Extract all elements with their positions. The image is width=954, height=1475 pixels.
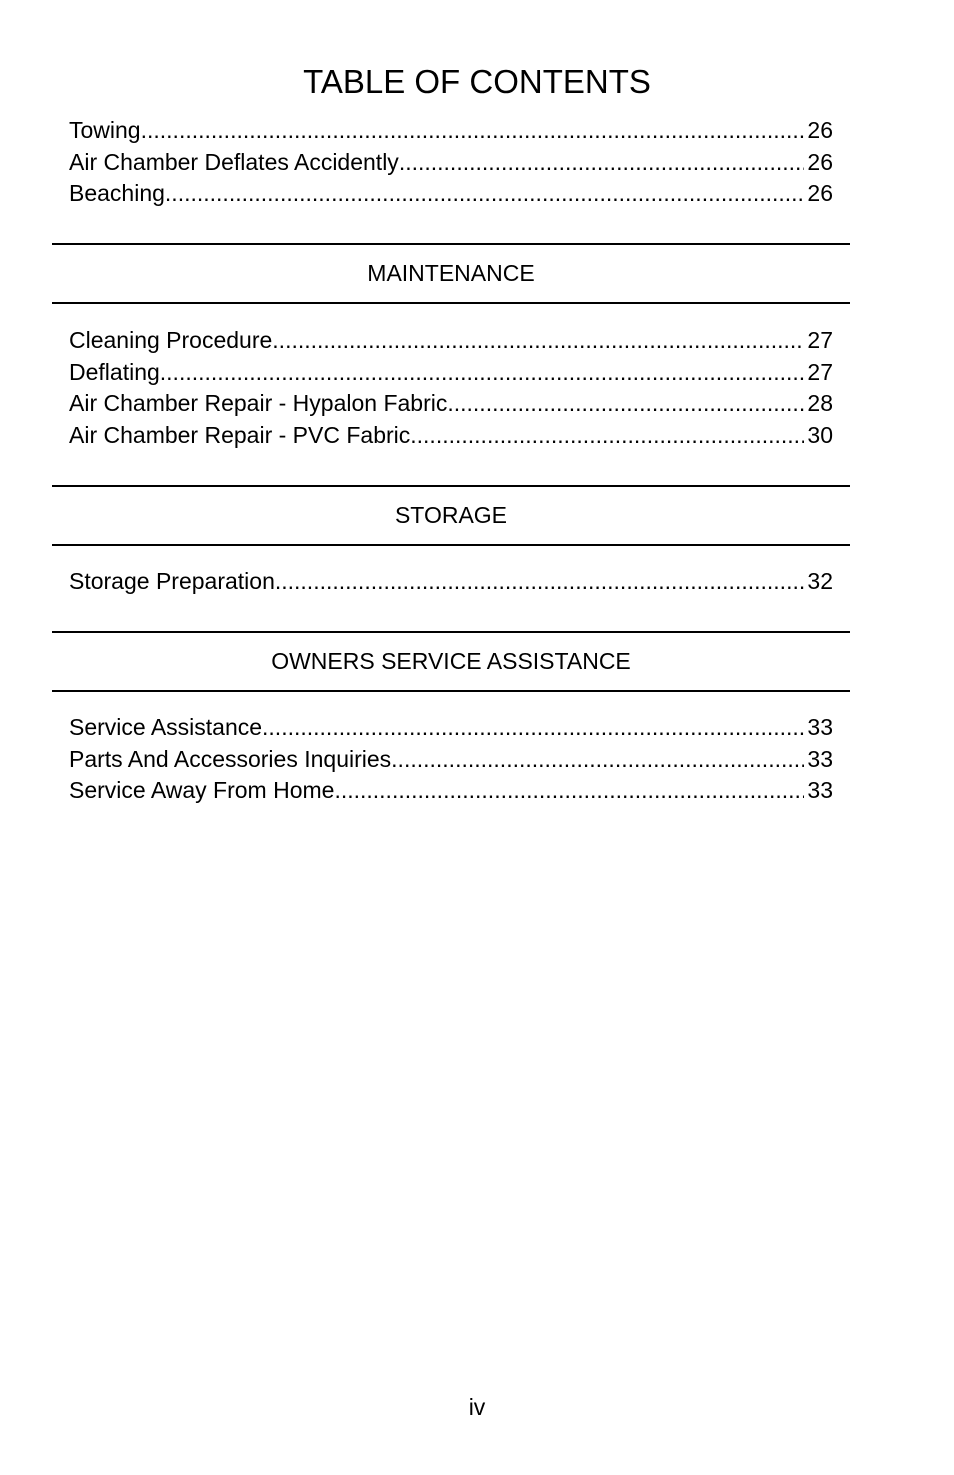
toc-entry[interactable]	[69, 388, 833, 420]
toc-entry-page: 33	[807, 714, 833, 740]
toc-entry-label: Towing	[69, 117, 141, 143]
toc-entry-page: 26	[807, 117, 833, 143]
toc-entry-label: Storage Preparation	[69, 568, 275, 594]
toc-entry-page: 26	[807, 180, 833, 207]
toc-entry-label: Service Away From Home	[69, 777, 335, 804]
toc-entry-label: Air Chamber Repair - Hypalon Fabric	[69, 390, 448, 417]
page-number: iv	[468, 1394, 486, 1420]
dot-leader	[334, 775, 804, 807]
toc-entry-label: Cleaning Procedure	[69, 327, 273, 353]
page-title: TABLE OF CONTENTS	[303, 63, 651, 100]
dot-leader	[275, 566, 805, 598]
toc-entry[interactable]	[69, 712, 833, 744]
toc-entry[interactable]	[69, 420, 833, 452]
toc-entry-page: 27	[807, 327, 833, 353]
toc-group-owners-service-assistance	[69, 712, 833, 807]
toc-entry[interactable]	[69, 566, 833, 598]
toc-entry-label: Parts And Accessories Inquiries	[69, 745, 392, 772]
section-heading: OWNERS SERVICE ASSISTANCE	[271, 648, 631, 674]
toc-entry[interactable]	[69, 147, 833, 179]
toc-entry-page: 32	[807, 568, 833, 594]
dot-leader	[272, 325, 804, 357]
section-heading: MAINTENANCE	[367, 260, 535, 286]
section-header-storage	[52, 485, 850, 546]
toc-entry-page: 27	[807, 358, 833, 385]
dot-leader	[410, 420, 804, 452]
toc-entry[interactable]	[69, 744, 833, 776]
section-header-maintenance	[52, 243, 850, 304]
toc-entry-label: Beaching	[69, 180, 165, 207]
toc-group-storage	[69, 566, 833, 598]
toc-entry-label: Air Chamber Deflates Accidently	[69, 148, 399, 175]
toc-entry[interactable]	[69, 325, 833, 357]
toc-entry-label: Air Chamber Repair - PVC Fabric	[69, 422, 411, 449]
toc-entry[interactable]	[69, 115, 833, 147]
dot-leader	[399, 147, 805, 179]
toc-group-maintenance	[69, 325, 833, 452]
dot-leader	[160, 357, 805, 389]
toc-entry-page: 33	[807, 777, 833, 804]
toc-entry-page: 33	[807, 745, 833, 772]
section-heading: STORAGE	[394, 502, 508, 528]
toc-entry[interactable]	[69, 357, 833, 389]
toc-entry[interactable]	[69, 775, 833, 807]
dot-leader	[141, 115, 805, 147]
dot-leader	[165, 178, 804, 210]
toc-entry[interactable]	[69, 178, 833, 210]
section-header-owners-service-assistance	[52, 631, 850, 692]
toc-entry-page: 26	[807, 148, 833, 175]
toc-entry-page: 30	[807, 422, 833, 449]
dot-leader	[447, 388, 804, 420]
toc-entry-page: 28	[807, 390, 833, 417]
dot-leader	[262, 712, 804, 744]
toc-group-continued	[69, 115, 833, 210]
dot-leader	[391, 744, 804, 776]
toc-entry-label: Deflating	[69, 358, 160, 385]
toc-entry-label: Service Assistance	[69, 714, 263, 740]
